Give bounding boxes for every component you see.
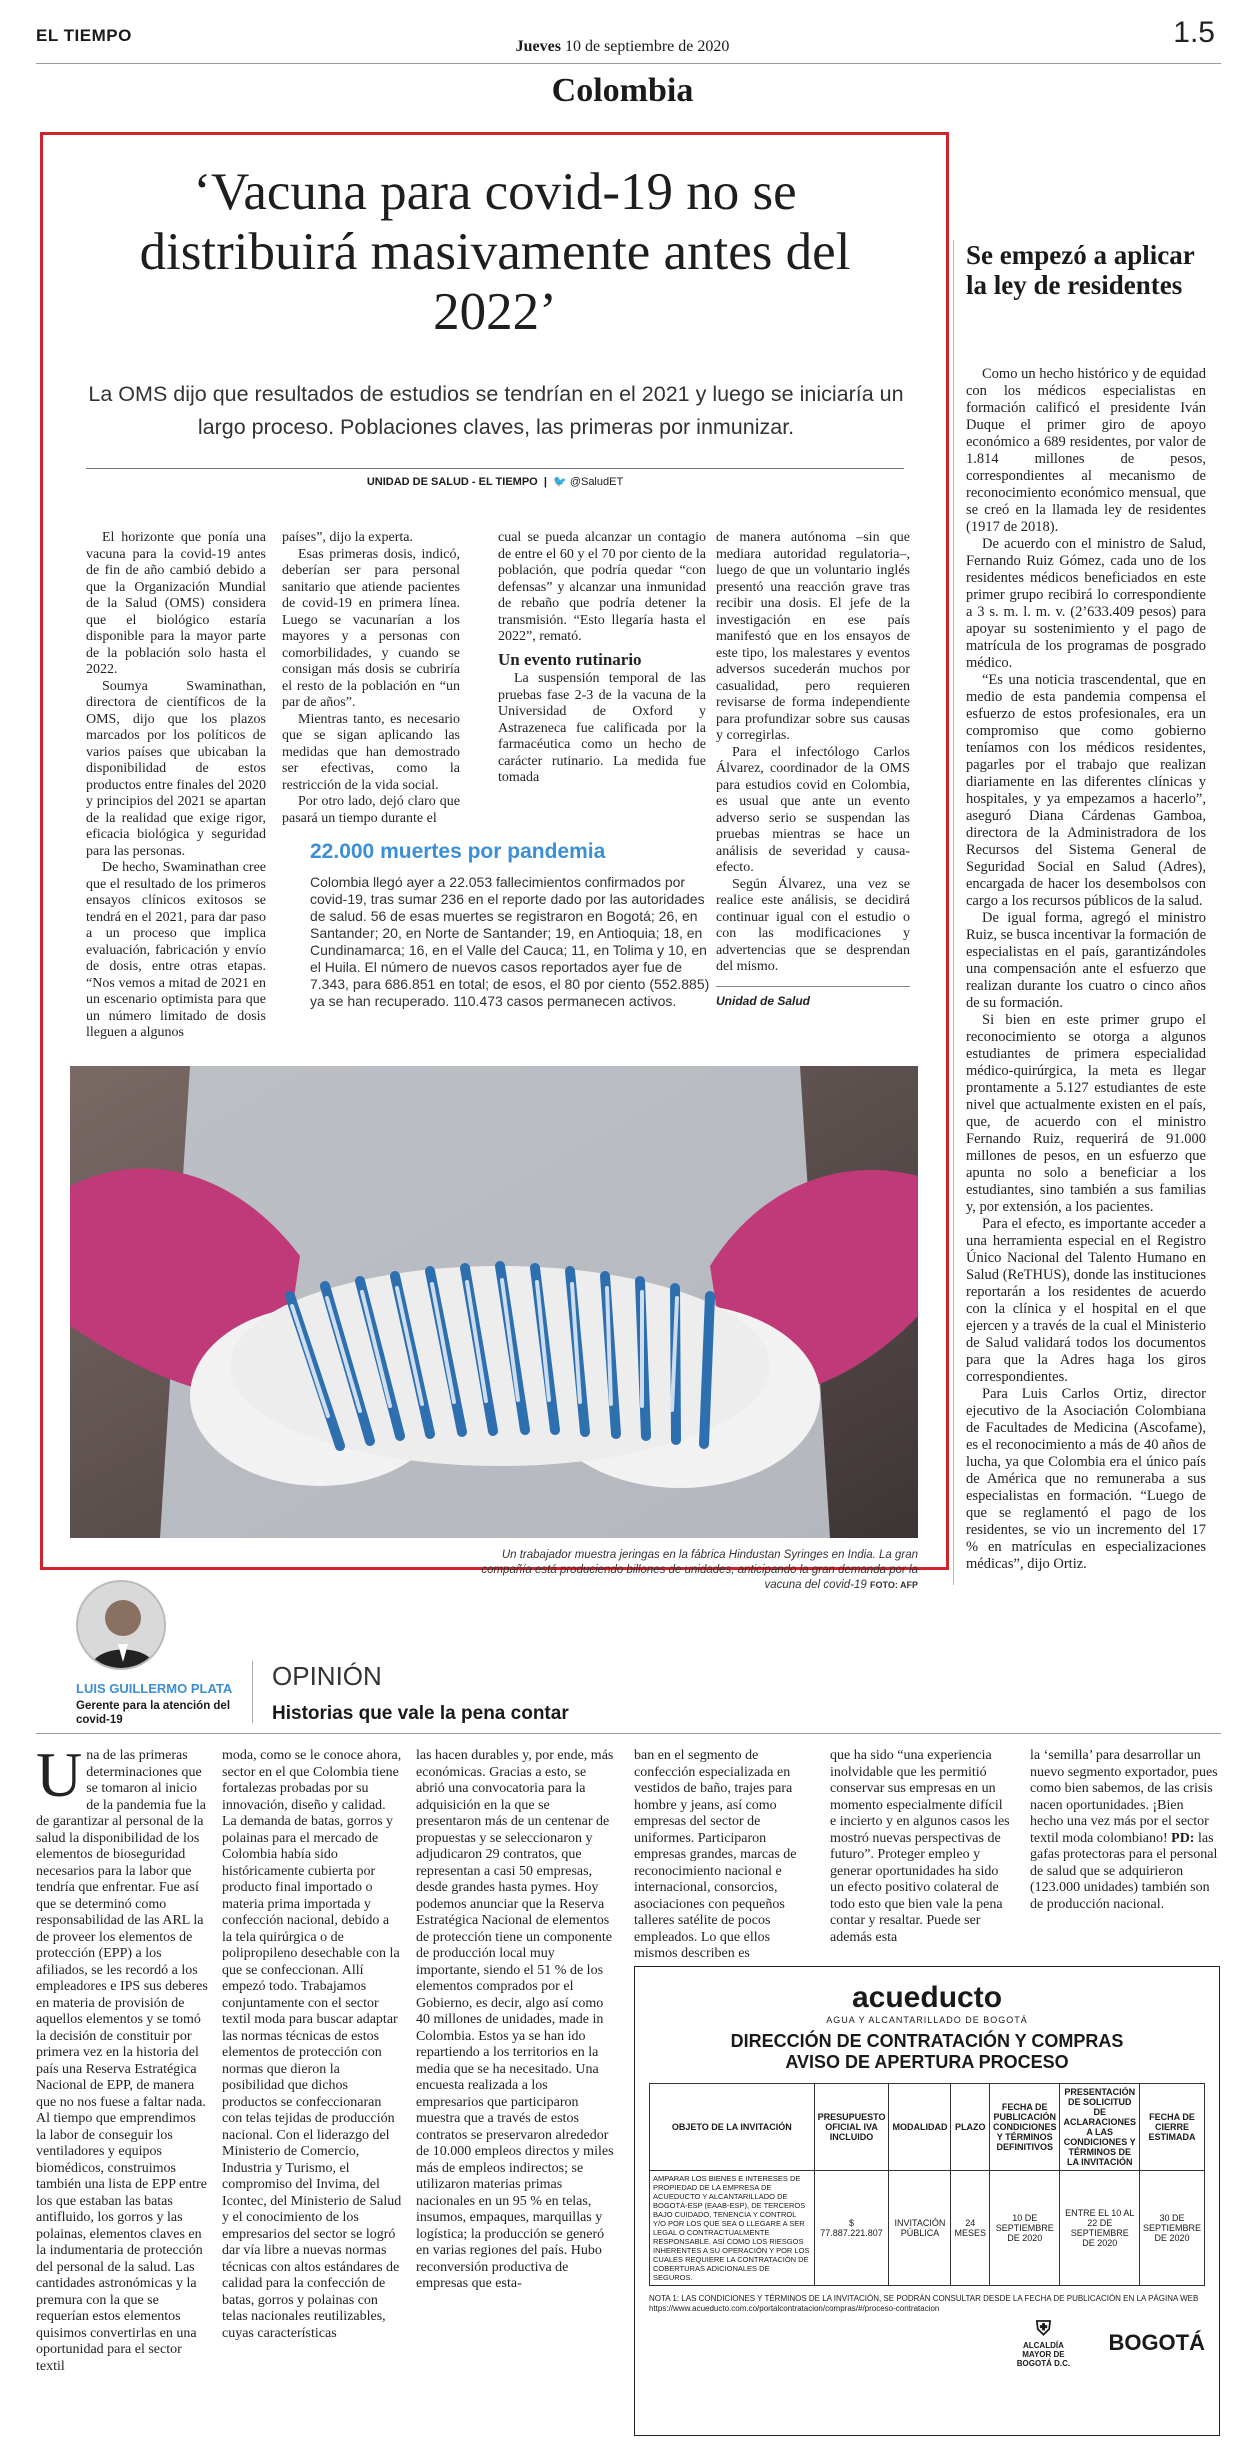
opinion-title: Historias que vale la pena contar	[272, 1703, 569, 1724]
bogota-logo: BOGOTÁ	[1108, 2330, 1205, 2355]
section-title: Colombia	[551, 72, 694, 109]
sidebar-text: Como un hecho histórico y de equidad con los médicos especialistas en formación calificó el presidente Iván Duque el primer giro de apoyo económico a 689 residentes, por valor de 1.814 millones de pesos, correspondientes al mecanismo de reconocimiento económico mensual, que se creó en la llamada ley de residentes (1917 de 2018). De acuerdo con el ministro de Salud, Fernando Ruiz Gómez, cada uno de los residentes médicos beneficiados en este primer grupo recibirá lo correspondiente a 3 s. m. l. m. v. (2’633.409 pesos) para apoyar su sostenimiento y el pago de matrícula de los programas de posgrado médico. “Es una noticia trascendental, que en medio de esta pandemia compensa el esfuerzo de estos profesionales, era un compromiso que como gobierno teníamos con los médicos residentes, pagarles por el trabajo que realizan diariamente en las diferentes clínicas y hospitales, y ya empezamos a hacerlo”, aseguró Diana Cárdenas Gamboa, directora de la Administradora de los Recursos del Sistema General de Seguridad Social en Salud (Adres), encargada de hacer los desembolsos con cargo a los recursos públicos de la salud. De igual forma, agregó el ministro Ruiz, se busca incentivar la formación de especialistas en el país, garantizándoles una compensación ante el esfuerzo que realizan durante los cuatro o cinco años de su formación. Si bien en este primer grupo el reconocimiento se otorga a algunos estudiantes de primera especialidad médico-quirúrgica, la meta es llegar prontamente a 5.127 estudiantes de este nivel que actualmente existen en el país, que, de acuerdo con el ministro Fernando Ruiz, requerirá de 91.000 millones de pesos, en un esfuerzo que apunta no solo a beneficiar a los estudiantes, sino también a sus familias y, por extensión, a los pacientes. Para el efecto, es importante acceder a una herramienta especial en el Registro Único Nacional del Talento Humano en Salud (ReTHUS), donde las instituciones reportarán a los residentes de acuerdo con la clínica y el hospital en el que ejercen y a través de la cual el Ministerio de Salud validará todos los documentos para que la Adres haga los giros correspondientes. Para Luis Carlos Ortiz, director ejecutivo de la Asociación Colombiana de Facultades de Medicina (Ascofame), es el reconocimiento a más de 40 años de lucha, ya que Colombia era el único país de América que no remuneraba a sus especialistas en formación. “Luego de que se reglamentó el pago de los residentes, se vio un incremento del 17 % en matrículas en especializaciones médicas”, dijo Ortiz.	[966, 366, 1206, 1572]
article-column-4: de manera autónoma –sin que mediara autoridad regulatoria–, luego de que un voluntario inglés presentó una reacción grave tras recibir una dosis. El jefe de la investigación en ese país manifestó que en los ensayos de este tipo, los malestares y eventos adversos sucederán muchos por casualidad, pero requieren revisarse de forma independiente para profundizar sobre sus causas y corregirlas. Para el infectólogo Carlos Álvarez, coordinador de la OMS para estudios covid en Colombia, es usual que ante un evento adverso serio se suspendan las pruebas mientras se hace un análisis de severidad y causa-efecto. Según Álvarez, una vez se realice este análisis, se decidirá continuar igual con el estudio o con las modificaciones y advertencias que se desprendan del mismo. Unidad de Salud	[716, 530, 910, 1008]
opinion-column-3: las hacen durables y, por ende, más económicas. Gracias a esto, se abrió una convocatoria para la adquisición en la que se presentaron más de un centenar de propuestas y se seleccionaron y adjudicaron 29 contratos, que representan a casi 50 empresas, desde grandes hasta pymes. Hoy podemos anunciar que la Reserva Estratégica Nacional de elementos de protección tiene un componente de producción local muy importante, siendo el 51 % de los elementos comprados por el Gobierno, es decir, algo así como 40 millones de unidades, made in Colombia. Estos ya se han ido repartiendo a los territorios en la media que se ha necesitado. Una encuesta realizada a los empresarios que participaron muestra que a través de estos contratos se preservaron alrededor de 10.000 empleos directos y miles más de empleos indirectos; se utilizaron materias primas nacionales en un 95 % en telas, insumos, empaques, marquillas y logística; la producción se generó en varias regiones del país. Hubo reconversión productiva de empresas que esta-	[416, 1748, 614, 2291]
twitter-icon: 🐦	[553, 475, 567, 488]
opinion-column-5: que ha sido “una experiencia inolvidable que les permitió conservar sus empresas en un momento especialmente difícil e incierto y en algunos casos les mostró nuevas perspectivas de futuro”. Proteger empleo y generar oportunidades ha sido un efecto positivo colateral de todo esto que bien vale la pena contar y resaltar. Puede ser además esta	[830, 1748, 1010, 1945]
ad-footer	[649, 2318, 1205, 2368]
twitter-handle[interactable]: @SaludET	[569, 476, 624, 488]
masthead-rule	[36, 63, 1221, 64]
byline: UNIDAD DE SALUD - EL TIEMPO | 🐦 @SaludET	[366, 475, 624, 488]
photo-caption: Un trabajador muestra jeringas en la fábrica Hindustan Syringes en India. La gran compañía está produciendo billones de unidades, anticipando la gran demanda por la vacuna del covid-19 FOTO: AFP	[481, 1549, 918, 1591]
acueducto-logo: acueducto AGUA Y ALCANTARILLADO DE BOGOTÁ	[826, 1981, 1028, 2025]
opinion-column-2: moda, como se le conoce ahora, sector en el que Colombia tiene fortalezas probadas por su innovación, diseño y calidad. La demanda de batas, gorros y polainas para el mercado de Colombia había sido históricamente cubierta por producto final importado o materia prima importada y confección nacional, debido a la tela quirúrgica o de polipropileno desechable con la que se confeccionan. Allí empezó todo. Trabajamos conjuntamente con el sector textil moda para buscar adaptar las normas técnicas de estos elementos de protección con normas que dieron la posibilidad que dichos productos se confeccionaran con telas tejidas de producción nacional. Con el liderazgo del Ministerio de Comercio, Industria y Turismo, el compromiso del Invima, del Icontec, del Ministerio de Salud y el conocimiento de los empresarios del sector se logró dar vía libre a nuevas normas técnicas con altos estándares de calidad para la confección de batas, gorros y polainas con telas nacionales reutilizables, cuyas características	[222, 1748, 402, 2341]
author-avatar	[76, 1580, 166, 1670]
syringes-photo	[70, 1066, 918, 1538]
opinion-column-1: Una de las primeras determinaciones que se tomaron al inicio de la pandemia fue la de garantizar al personal de la salud la disponibilidad de los elementos de bioseguridad necesarios para la labor que tendría que enfrentar. Fue así que se determinó como responsabilidad de las ARL la de proveer los elementos de protección (EPP) a los afiliados, se les recordó a los empleadores e IPS sus deberes en materia de provisión de aquellos elementos y se tomó la decisión de constituir por primera vez en la historia del país una Reserva Estratégica Nacional de EPP, de manera que no nos fuese a faltar nada. Al tiempo que emprendimos la labor de conseguir los ventiladores y equipos biomédicos, construimos también una lista de EPP entre los que estaban las batas antifluido, los gorros y las polainas, elementos claves en la indumentaria de protección del personal de la salud. Las cantidades astronómicas y la premura con la que se requerían estos elementos quisimos convertirlas en una oportunidad para el sector textil	[36, 1739, 208, 2374]
acueducto-ad	[634, 1966, 1220, 2436]
opinion-divider	[252, 1661, 253, 1723]
masthead-logo: EL TIEMPO	[36, 26, 132, 45]
drop-cap: U	[36, 1739, 83, 1810]
article-column-2: países”, dijo la experta. Esas primeras dosis, indicó, deberían ser para personal sanitario que atiende pacientes de covid-19 en primera línea. Luego se vacunarían a los mayores y a personas con comorbilidades, y cuando se consigan más dosis se cubriría el resto de la población en “un par de años”. Mientras tanto, es necesario que se sigan aplicando las medidas que han demostrado ser efectivas, como la restricción de la vida social. Por otro lado, dejó claro que pasará un tiempo durante el	[282, 530, 460, 826]
ad-title: DIRECCIÓN DE CONTRATACIÓN Y COMPRAS AVISO DE APERTURA PROCESO	[730, 2031, 1124, 2072]
subheading: Un evento rutinario	[498, 649, 642, 669]
deaths-box-title: 22.000 muertes por pandemia	[310, 840, 606, 863]
opinion-column-4: ban en el segmento de confección especializada en vestidos de baño, trajes para hombre y jeans, así como empresas del sector de uniformes. Participaron empresas grandes, marcas de reconocimiento nacional e internacional, consorcios, asociaciones con pequeños talleres satélite de pocos empleados. Lo que ellos mismos describen es	[634, 1748, 797, 1961]
article-headline: ‘Vacuna para covid-19 no se distribuirá masivamente antes del 2022’	[139, 163, 851, 341]
ad-note: NOTA 1: LAS CONDICIONES Y TÉRMINOS DE LA INVITACIÓN, SE PODRÁN CONSULTAR DESDE LA FECHA DE PUBLICACIÓN EN LA PÁGINA WEB https://www.acueducto.com.co/portalcontratacion/compras/#/proceso-contratacion	[649, 2294, 1199, 2313]
sidebar-headline: Se empezó a aplicar la ley de residentes	[966, 240, 1195, 300]
opinion-label: OPINIÓN	[272, 1661, 382, 1691]
issue-date: Jueves 10 de septiembre de 2020	[515, 38, 730, 55]
page-number: 1.5	[1173, 16, 1215, 49]
opinion-rule	[36, 1733, 1221, 1734]
deaths-box-text: Colombia llegó ayer a 22.053 fallecimientos confirmados por covid-19, tras sumar 236 en el reporte dado por las autoridades de salud. 56 de esas muertes se registraron en Bogotá; 26, en Santander; 20, en Norte de Santander; 19, en Antioquia; 18, en Cundinamarca; 16, en el Valle del Cauca; 11, en Tolima y 10, en el Huila. El número de nuevos casos reportados ayer fue de 7.343, para 686.851 en total; de esos, el 80 por ciento (552.885) ya se han recuperado. 110.473 casos permanecen activos.	[310, 874, 710, 1009]
article-signature: Unidad de Salud	[716, 986, 910, 1010]
syringes-photo-illustration	[70, 1066, 918, 1538]
ad-table: OBJETO DE LA INVITACIÓN PRESUPUESTO OFICIAL IVA INCLUIDO MODALIDAD PLAZO FECHA DE PUBLICACIÓN CONDICIONES Y TÉRMINOS DEFINITIVOS PRESENTACIÓN DE SOLICITUD DE ACLARACIONES A LAS CONDICIONES Y TÉRMINOS DE LA INVITACIÓN FECHA DE CIERRE ESTIMADA AMPARAR LOS BIENES E INTERESES DE PROPIEDAD DE LA EMPRESA DE ACUEDUCTO Y ALCANTARILLADO DE BOGOTÁ-ESP (EAAB-ESP), DE TERCEROS BAJO CUIDADO, TENENCIA Y CONTROL Y/O POR LOS QUE SEA O LLEGARE A SER LEGAL O CONTRACTUALMENTE RESPONSABLE. ASÍ COMO LOS RIESGOS INHERENTES A SU OPERACIÓN Y POR LOS CUALES REQUIERE LA CONTRATACIÓN DE COBERTURAS ADICIONALES DE SEGUROS. $ 77.887.221.807 INVITACIÓN PÚBLICA 24 MESES 10 DE SEPTIEMBRE DE 2020 ENTRE EL 10 AL 22 DE SEPTIEMBRE DE 2020 30 DE SEPTIEMBRE DE 2020	[649, 2083, 1205, 2286]
article-column-1: El horizonte que ponía una vacuna para la covid-19 antes de fin de año cambió debido a que la Organización Mundial de la Salud (OMS) considera que el biológico estaría disponible para la mayor parte de la población solo hasta el 2022. Soumya Swaminathan, directora de científicos de la OMS, dijo que los plazos marcados por los políticos de varios países que ubicaban la disponibilidad de estos productos entre finales del 2020 y principios del 2021 se apartan de la realidad que exige rigor, eficacia biológica y seguridad para las personas. De hecho, Swaminathan cree que el resultado de los primeros ensayos clínicos exitosos se tendrá en el 2021, para dar paso a un proceso que implica evaluación, fabricación y envío de dosis, entre otras etapas. “Nos vemos a mitad de 2021 en un escenario optimista para que un número limitado de dosis lleguen a algunos	[86, 530, 266, 1040]
byline-rule	[86, 468, 904, 469]
author-name: LUIS GUILLERMO PLATA	[76, 1681, 233, 1696]
sidebar-divider	[953, 240, 954, 1585]
article-deck: La OMS dijo que resultados de estudios se tendrían en el 2021 y luego se iniciaría un largo proceso. Poblaciones claves, las primeras por inmunizar.	[88, 382, 904, 439]
alcaldia-seal: ⛨ ALCALDÍA MAYOR DE BOGOTÁ D.C.	[1016, 2318, 1071, 2368]
article-column-3: cual se pueda alcanzar un contagio de entre el 60 y el 70 por ciento de la población, que podría quedar “con defensas” y alcanzar una inmunidad de rebaño que podría detener la transmisión. “Esto llegaría hasta el 2022”, remató. Un evento rutinario La suspensión temporal de las pruebas fase 2-3 de la vacuna de la Universidad de Oxford y Astrazeneca fue calificada por la farmacéutica como un hecho de carácter rutinario. La medida fue tomada	[498, 530, 706, 785]
opinion-column-6: la ‘semilla’ para desarrollar un nuevo segmento exportador, pues como bien sabemos, de las crisis nacen oportunidades. ¡Bien hecho una vez más por el sector textil moda colombiano! PD: las gafas protectoras para el personal de salud que se adquirieron (123.000 unidades) también son de producción nacional.	[1030, 1748, 1218, 1912]
deaths-box	[310, 840, 710, 1010]
author-role: Gerente para la atención del covid-19	[76, 1700, 231, 1726]
